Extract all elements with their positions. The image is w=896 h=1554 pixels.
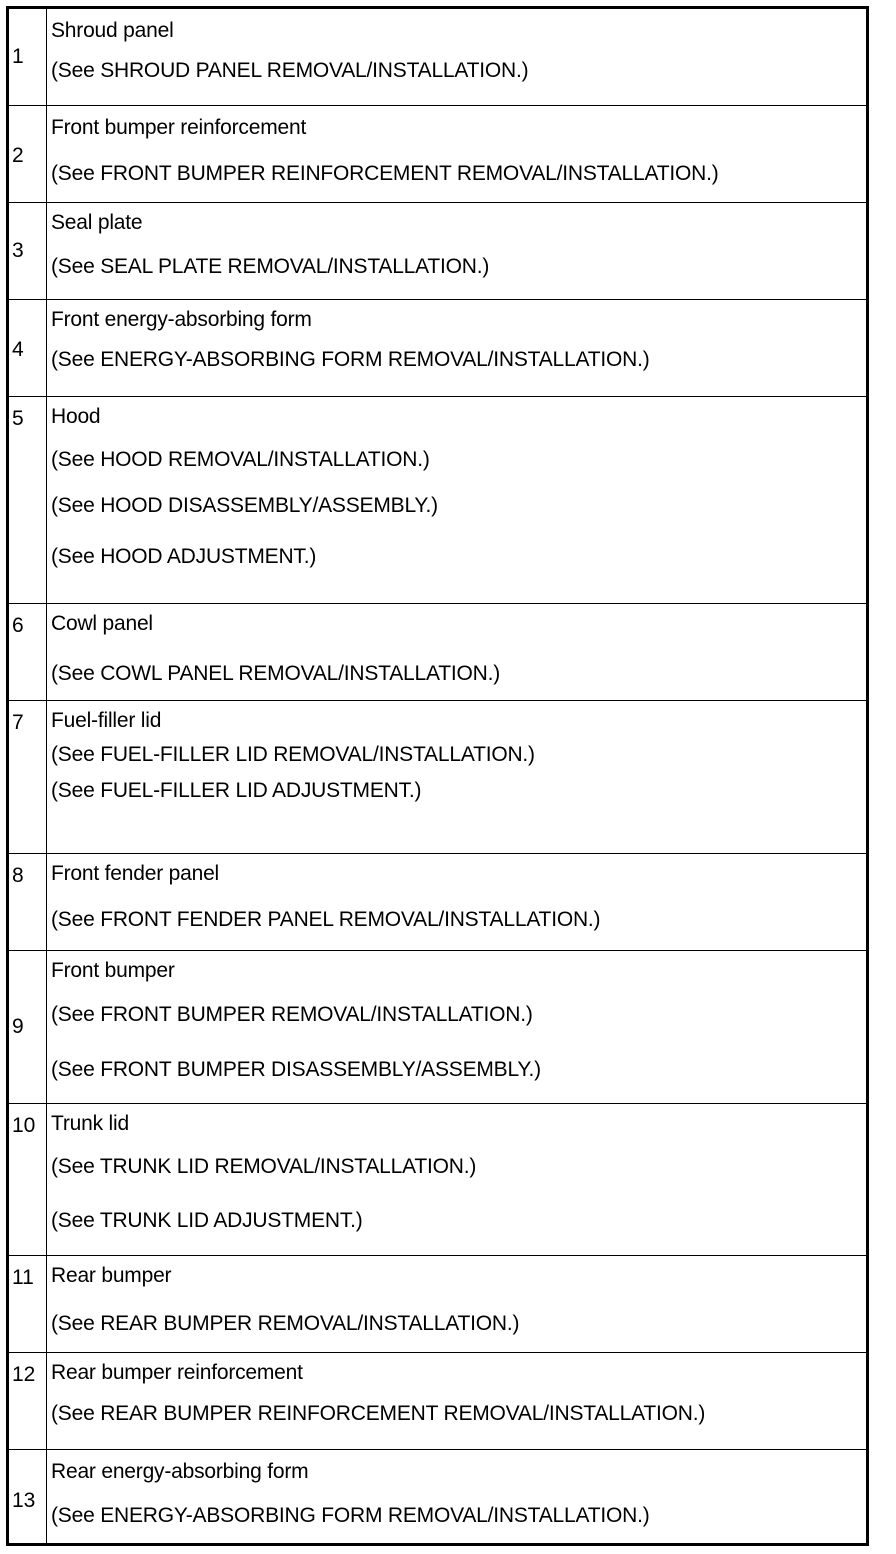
part-name: Fuel-filler lid xyxy=(51,709,162,732)
row-number-cell xyxy=(9,951,47,1103)
row-number-cell xyxy=(9,701,47,853)
procedure-reference-link[interactable]: (See FUEL-FILLER LID REMOVAL/INSTALLATION.) xyxy=(51,743,535,766)
procedure-reference-link[interactable]: (See COWL PANEL REMOVAL/INSTALLATION.) xyxy=(51,662,501,685)
row-number: 5 xyxy=(12,407,24,430)
procedure-reference-link[interactable]: (See FRONT BUMPER REMOVAL/INSTALLATION.) xyxy=(51,1003,533,1026)
procedure-reference-link[interactable]: (See REAR BUMPER REINFORCEMENT REMOVAL/INSTALLATION.) xyxy=(51,1402,706,1425)
part-name: Shroud panel xyxy=(51,19,174,42)
procedure-reference-link[interactable]: (See SEAL PLATE REMOVAL/INSTALLATION.) xyxy=(51,255,490,278)
procedure-reference-link[interactable]: (See TRUNK LID ADJUSTMENT.) xyxy=(51,1209,363,1232)
row-number: 13 xyxy=(12,1489,36,1512)
procedure-reference-link[interactable]: (See FUEL-FILLER LID ADJUSTMENT.) xyxy=(51,779,422,802)
table-row xyxy=(9,300,866,397)
part-name: Rear bumper reinforcement xyxy=(51,1361,303,1384)
row-number: 2 xyxy=(12,144,24,167)
table-row xyxy=(9,203,866,300)
procedure-reference-link[interactable]: (See HOOD REMOVAL/INSTALLATION.) xyxy=(51,448,430,471)
table-row xyxy=(9,1353,866,1450)
part-name: Rear bumper xyxy=(51,1264,172,1287)
row-number-cell xyxy=(9,397,47,603)
table-row xyxy=(9,701,866,854)
part-name: Rear energy-absorbing form xyxy=(51,1460,309,1483)
part-name: Seal plate xyxy=(51,211,143,234)
row-number-cell xyxy=(9,604,47,700)
row-number: 7 xyxy=(12,711,24,734)
row-number-cell xyxy=(9,1450,47,1543)
procedure-reference-link[interactable]: (See ENERGY-ABSORBING FORM REMOVAL/INSTALLATION.) xyxy=(51,1504,650,1527)
row-number-cell xyxy=(9,1256,47,1352)
table-row xyxy=(9,854,866,951)
row-number: 8 xyxy=(12,864,24,887)
procedure-reference-link[interactable]: (See SHROUD PANEL REMOVAL/INSTALLATION.) xyxy=(51,59,529,82)
table-row xyxy=(9,1104,866,1256)
parts-table xyxy=(6,6,869,1546)
part-name: Front energy-absorbing form xyxy=(51,308,312,331)
procedure-reference-link[interactable]: (See HOOD ADJUSTMENT.) xyxy=(51,545,317,568)
row-number-cell xyxy=(9,9,47,105)
procedure-reference-link[interactable]: (See FRONT BUMPER REINFORCEMENT REMOVAL/INSTALLATION.) xyxy=(51,162,719,185)
row-number-cell xyxy=(9,203,47,299)
table-row xyxy=(9,106,866,203)
row-number: 12 xyxy=(12,1363,36,1386)
table-row xyxy=(9,951,866,1104)
part-name: Trunk lid xyxy=(51,1112,129,1135)
procedure-reference-link[interactable]: (See TRUNK LID REMOVAL/INSTALLATION.) xyxy=(51,1155,477,1178)
part-name: Hood xyxy=(51,405,101,428)
row-number: 1 xyxy=(12,45,24,68)
table-row xyxy=(9,604,866,701)
row-number: 3 xyxy=(12,239,24,262)
procedure-reference-link[interactable]: (See HOOD DISASSEMBLY/ASSEMBLY.) xyxy=(51,494,438,517)
part-name: Front bumper reinforcement xyxy=(51,116,307,139)
row-number-cell xyxy=(9,106,47,202)
procedure-reference-link[interactable]: (See FRONT BUMPER DISASSEMBLY/ASSEMBLY.) xyxy=(51,1058,541,1081)
part-name: Front fender panel xyxy=(51,862,220,885)
table-row xyxy=(9,1450,866,1543)
row-number: 4 xyxy=(12,338,24,361)
row-number-cell xyxy=(9,1104,47,1255)
procedure-reference-link[interactable]: (See FRONT FENDER PANEL REMOVAL/INSTALLATION.) xyxy=(51,908,601,931)
procedure-reference-link[interactable]: (See ENERGY-ABSORBING FORM REMOVAL/INSTALLATION.) xyxy=(51,348,650,371)
table-row xyxy=(9,397,866,604)
row-number-cell xyxy=(9,854,47,950)
procedure-reference-link[interactable]: (See REAR BUMPER REMOVAL/INSTALLATION.) xyxy=(51,1312,520,1335)
row-number: 6 xyxy=(12,614,24,637)
row-number-cell xyxy=(9,1353,47,1449)
part-name: Front bumper xyxy=(51,959,175,982)
row-number: 10 xyxy=(12,1114,36,1137)
row-number: 9 xyxy=(12,1015,24,1038)
table-row xyxy=(9,9,866,106)
table-row xyxy=(9,1256,866,1353)
row-number: 11 xyxy=(12,1266,34,1289)
row-number-cell xyxy=(9,300,47,396)
part-name: Cowl panel xyxy=(51,612,153,635)
